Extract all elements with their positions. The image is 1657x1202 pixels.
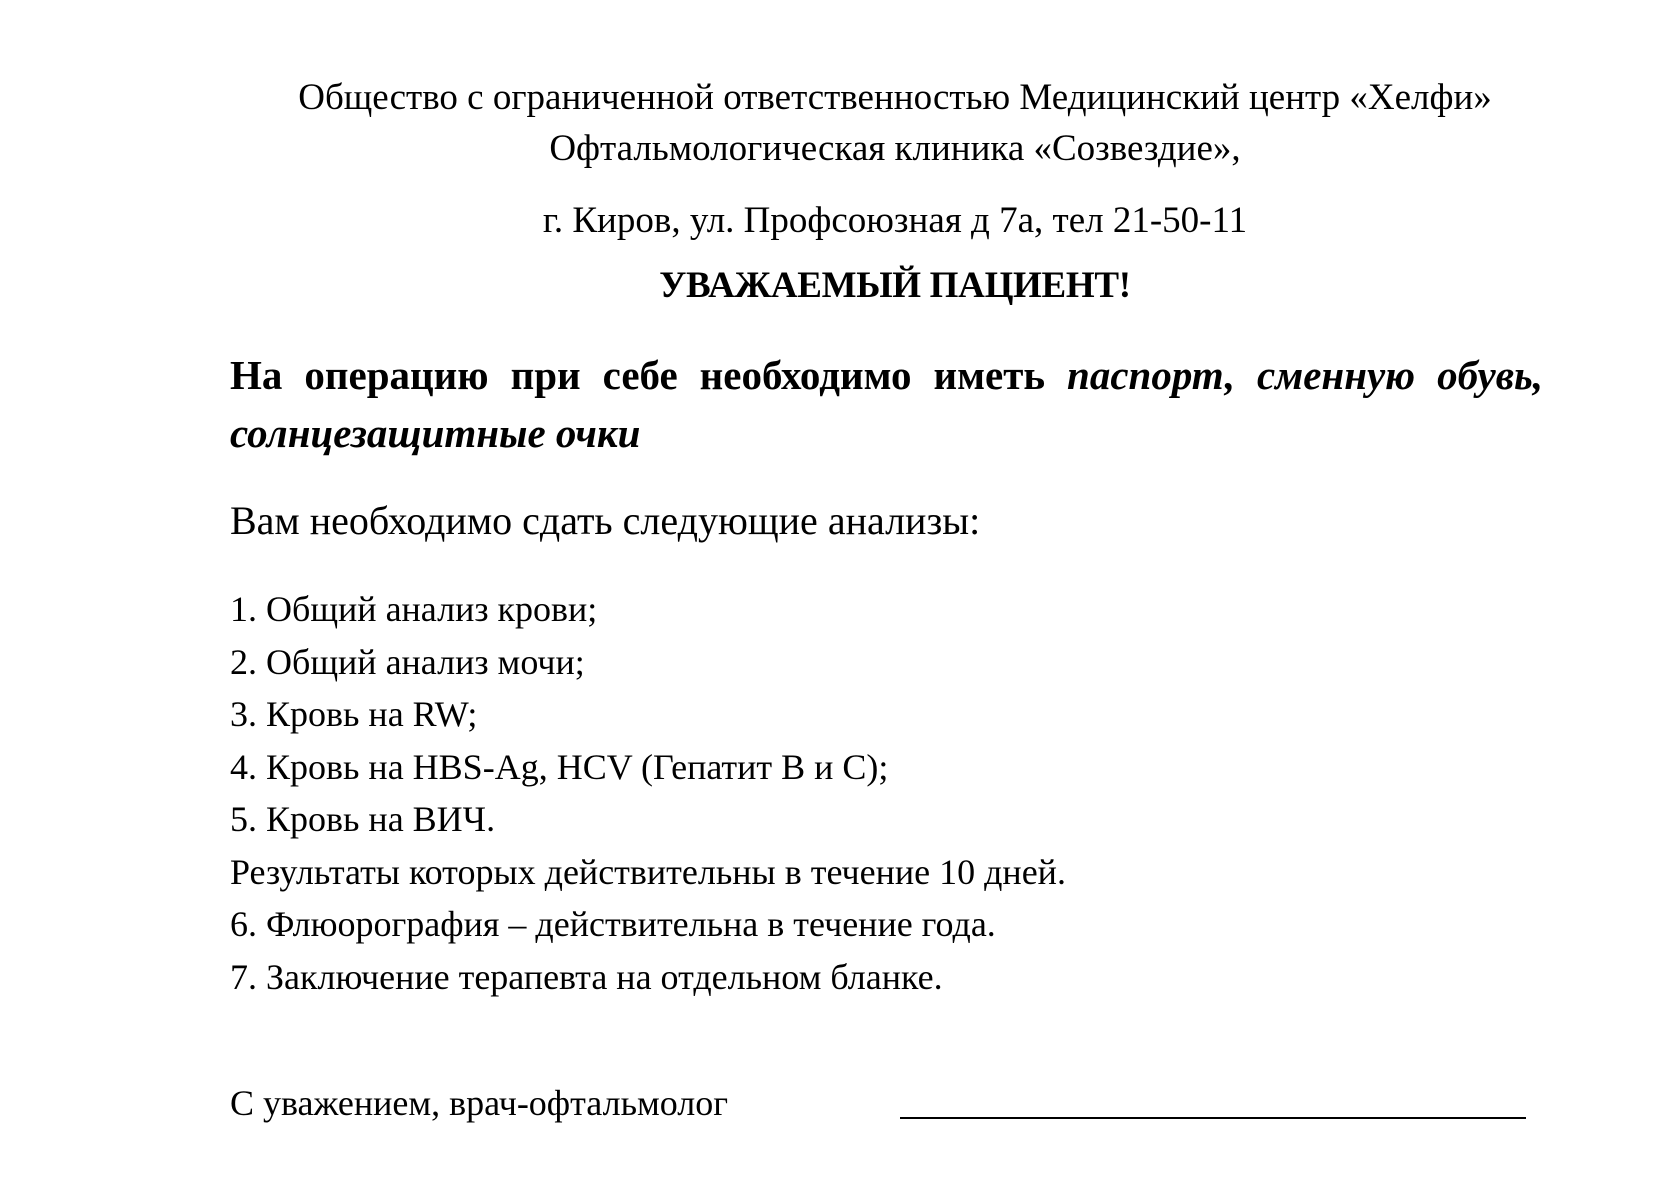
tests-validity-note: Результаты которых действительны в течение 10 дней.	[230, 851, 1066, 892]
clinic-address: г. Киров, ул. Профсоюзная д 7а, тел 21-50-11	[542, 200, 1248, 241]
test-item: 6. Флюорография – действительна в течение года.	[230, 904, 996, 944]
test-item: 2. Общий анализ мочи;	[230, 641, 585, 682]
signature-line	[900, 1117, 1526, 1119]
greeting-heading: УВАЖАЕМЫЙ ПАЦИЕНТ!	[659, 265, 1131, 306]
signature-label: С уважением, врач-офтальмолог	[230, 1083, 729, 1123]
test-item: 3. Кровь на RW;	[230, 694, 478, 734]
clinic-name: Офтальмологическая клиника «Созвездие»,	[549, 128, 1241, 169]
test-item: 7. Заключение терапевта на отдельном бланке.	[230, 956, 943, 997]
operation-notice	[230, 346, 1543, 462]
test-item: 4. Кровь на HBS-Ag, HCV (Гепатит В и С);	[230, 746, 889, 787]
notice-required-items: паспорт, сменную обувь, солнцезащитные очки	[230, 352, 1544, 456]
test-item: 1. Общий анализ крови;	[230, 589, 598, 629]
tests-intro: Вам необходимо сдать следующие анализы:	[230, 498, 981, 543]
test-item: 5. Кровь на ВИЧ.	[230, 799, 496, 839]
tests-list	[230, 583, 1066, 1003]
notice-lead: На операцию при себе необходимо иметь	[230, 352, 1068, 398]
organization-name: Общество с ограниченной ответственностью Медицинский центр «Хелфи»	[298, 77, 1492, 118]
